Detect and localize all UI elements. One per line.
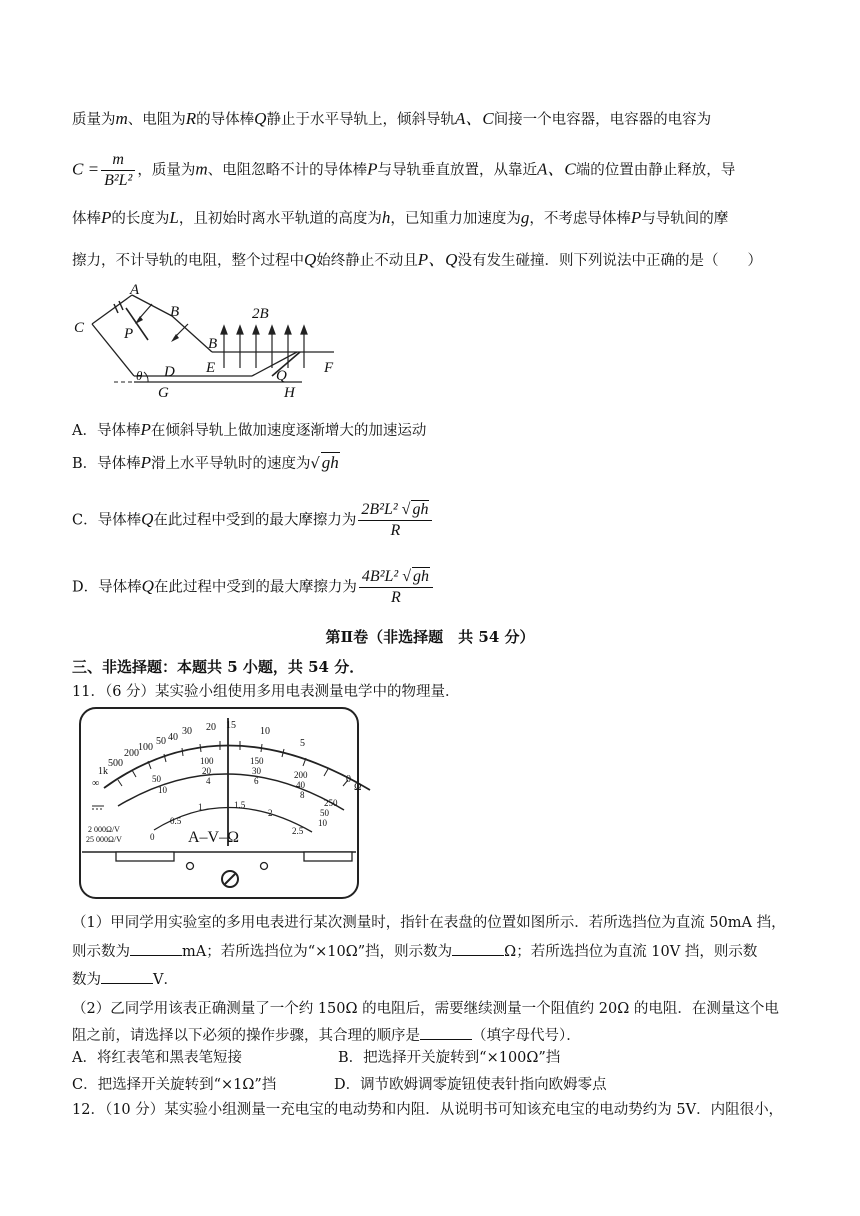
ohm-scale-label: 100: [138, 742, 153, 753]
dc-scale-label: 6: [254, 776, 259, 786]
section2-title: 第Ⅱ卷（非选择题 共 54 分）: [325, 628, 535, 646]
dc-scale-label: 8: [300, 790, 305, 800]
ohm-scale-label: 40: [168, 732, 178, 743]
ohm-scale-label: 15: [226, 720, 236, 731]
meter-main-label: A–V–Ω: [188, 829, 239, 846]
q12-stem: 12．（10 分）某实验小组测量一充电宝的电动势和内阻．从说明书可知该充电宝的电动势约为 5V．内阻很小，: [72, 1102, 784, 1118]
fig-label-Q: Q: [276, 368, 287, 384]
answer-blank[interactable]: [101, 969, 153, 984]
ohm-scale-label: 30: [182, 726, 192, 737]
ac-scale-label: 2: [268, 808, 273, 818]
fig-label-D: D: [164, 364, 175, 380]
section3-title: 三、非选择题：本题共 5 小题，共 54 分．: [72, 658, 365, 676]
dc-scale-label: 100: [200, 756, 214, 766]
rail-figure: [72, 280, 352, 401]
ohm-scale-label: 10: [260, 726, 270, 737]
dc-scale-label: 200: [294, 770, 308, 780]
ohm-scale-label: 500: [108, 758, 123, 769]
q11-stem: 11．（6 分）某实验小组使用多用电表测量电学中的物理量．: [72, 684, 460, 700]
ohm-scale-label: 1k: [98, 766, 108, 777]
answer-blank[interactable]: [130, 941, 182, 956]
dc-scale-label: 250: [324, 798, 338, 808]
capacitance-fraction: $\frac{m}{\text{B²L²}}$: [101, 150, 135, 191]
dc-scale-label: 40: [296, 780, 305, 790]
fig-label-H: H: [284, 385, 295, 401]
q11-option-B: B．把选择开关旋转到“×100Ω”挡: [338, 1050, 561, 1066]
dc-scale-label: 4: [206, 776, 211, 786]
option-C: C．导体棒Q在此过程中受到的最大摩擦力为 $\frac{\text{2B²L² √ gh}}{R}$: [72, 500, 434, 541]
dc-scale-label: 50: [320, 808, 329, 818]
option-A: A．导体棒P在倾斜导轨上做加速度逐渐增大的加速运动: [72, 420, 427, 439]
ac-scale-label: 1.5: [234, 800, 246, 810]
meter-small-label-1: 2 000Ω/V: [88, 825, 120, 834]
fig-label-P: P: [124, 326, 134, 342]
option-B: B．导体棒P滑上水平导轨时的速度为√ gh: [72, 453, 339, 472]
dc-scale-label: 150: [250, 756, 264, 766]
q10-line1: 质量为m、电阻为R的导体棒Q静止于水平导轨上，倾斜导轨A、C间接一个电容器，电容器的电容为: [72, 109, 712, 128]
q11-part2-line1: （2）乙同学用该表正确测量了一个约 150Ω 的电阻后，需要继续测量一个阻值约 20Ω 的电阻．在测量这个电: [72, 1001, 779, 1017]
ac-scale-label: 1: [198, 802, 203, 812]
multimeter-figure: [78, 706, 360, 900]
answer-blank[interactable]: [420, 1025, 472, 1040]
fig-label-2B: 2B: [252, 306, 269, 322]
ac-scale-label: 0.5: [170, 816, 182, 826]
q11-option-D: D．调节欧姆调零旋钮使表针指向欧姆零点: [334, 1077, 607, 1093]
q11-part1-line3: 数为 V．: [72, 968, 178, 989]
ohm-scale-label: 20: [206, 722, 216, 733]
meter-small-label-2: 25 000Ω/V: [86, 835, 122, 844]
q11-part2-line2: 阻之前，请选择以下必须的操作步骤，其合理的顺序是 （填字母代号）．: [72, 1024, 581, 1045]
q10-line3: 体棒P的长度为L，且初始时离水平轨道的高度为h，已知重力加速度为g，不考虑导体棒P与导轨间的摩: [72, 208, 729, 227]
q10-line2: C = $\frac{m}{\text{B²L²}}$ ，质量为m、电阻忽略不计的导体棒P与导轨垂直放置，从靠近A、C端的位置由静止释放，导: [72, 151, 736, 189]
ac-scale-label: 2.5: [292, 826, 304, 836]
fig-label-G: G: [158, 385, 169, 401]
q11-part1-line1: （1）甲同学用实验室的多用电表进行某次测量时，指针在表盘的位置如图所示．若所选挡位为直流 50mA 挡，: [72, 915, 786, 931]
q11-part1-line2: 则示数为 mA；若所选挡位为“×10Ω”挡，则示数为 Ω；若所选挡位为直流 10V 挡，则示数: [72, 940, 757, 961]
q10-line4: 擦力，不计导轨的电阻，整个过程中Q始终静止不动且P、Q没有发生碰撞．则下列说法中正确的是（ ）: [72, 250, 762, 269]
fig-label-theta: θ: [136, 368, 143, 383]
fig-label-E: E: [206, 360, 216, 376]
q11-option-A: A．将红表笔和黑表笔短接: [72, 1050, 242, 1066]
fig-label-C: C: [74, 320, 85, 336]
q11-option-C: C．把选择开关旋转到“×1Ω”挡: [72, 1077, 277, 1093]
ohm-scale-label: 5: [300, 738, 305, 749]
ohm-scale-label: 50: [156, 736, 166, 747]
fig-label-B2: B: [208, 336, 218, 352]
ac-scale-label: 0: [150, 832, 155, 842]
answer-blank[interactable]: [452, 941, 504, 956]
ohm-unit-label: Ω: [354, 782, 362, 793]
fig-label-F: F: [324, 360, 334, 376]
ohm-scale-label: 0: [346, 774, 351, 785]
dc-scale-label: 10: [158, 785, 167, 795]
dc-scale-label: 20: [202, 766, 211, 776]
dc-scale-label: 50: [152, 774, 161, 784]
fig-label-B1: B: [170, 304, 180, 320]
ohm-scale-label: 200: [124, 748, 139, 759]
option-D: D．导体棒Q在此过程中受到的最大摩擦力为 $\frac{\text{4B²L² √ gh}}{R}$: [72, 567, 435, 608]
dc-scale-label: 10: [318, 818, 327, 828]
dc-scale-label: 30: [252, 766, 261, 776]
ohm-scale-label: ∞: [92, 778, 100, 789]
fig-label-A: A: [130, 282, 140, 298]
